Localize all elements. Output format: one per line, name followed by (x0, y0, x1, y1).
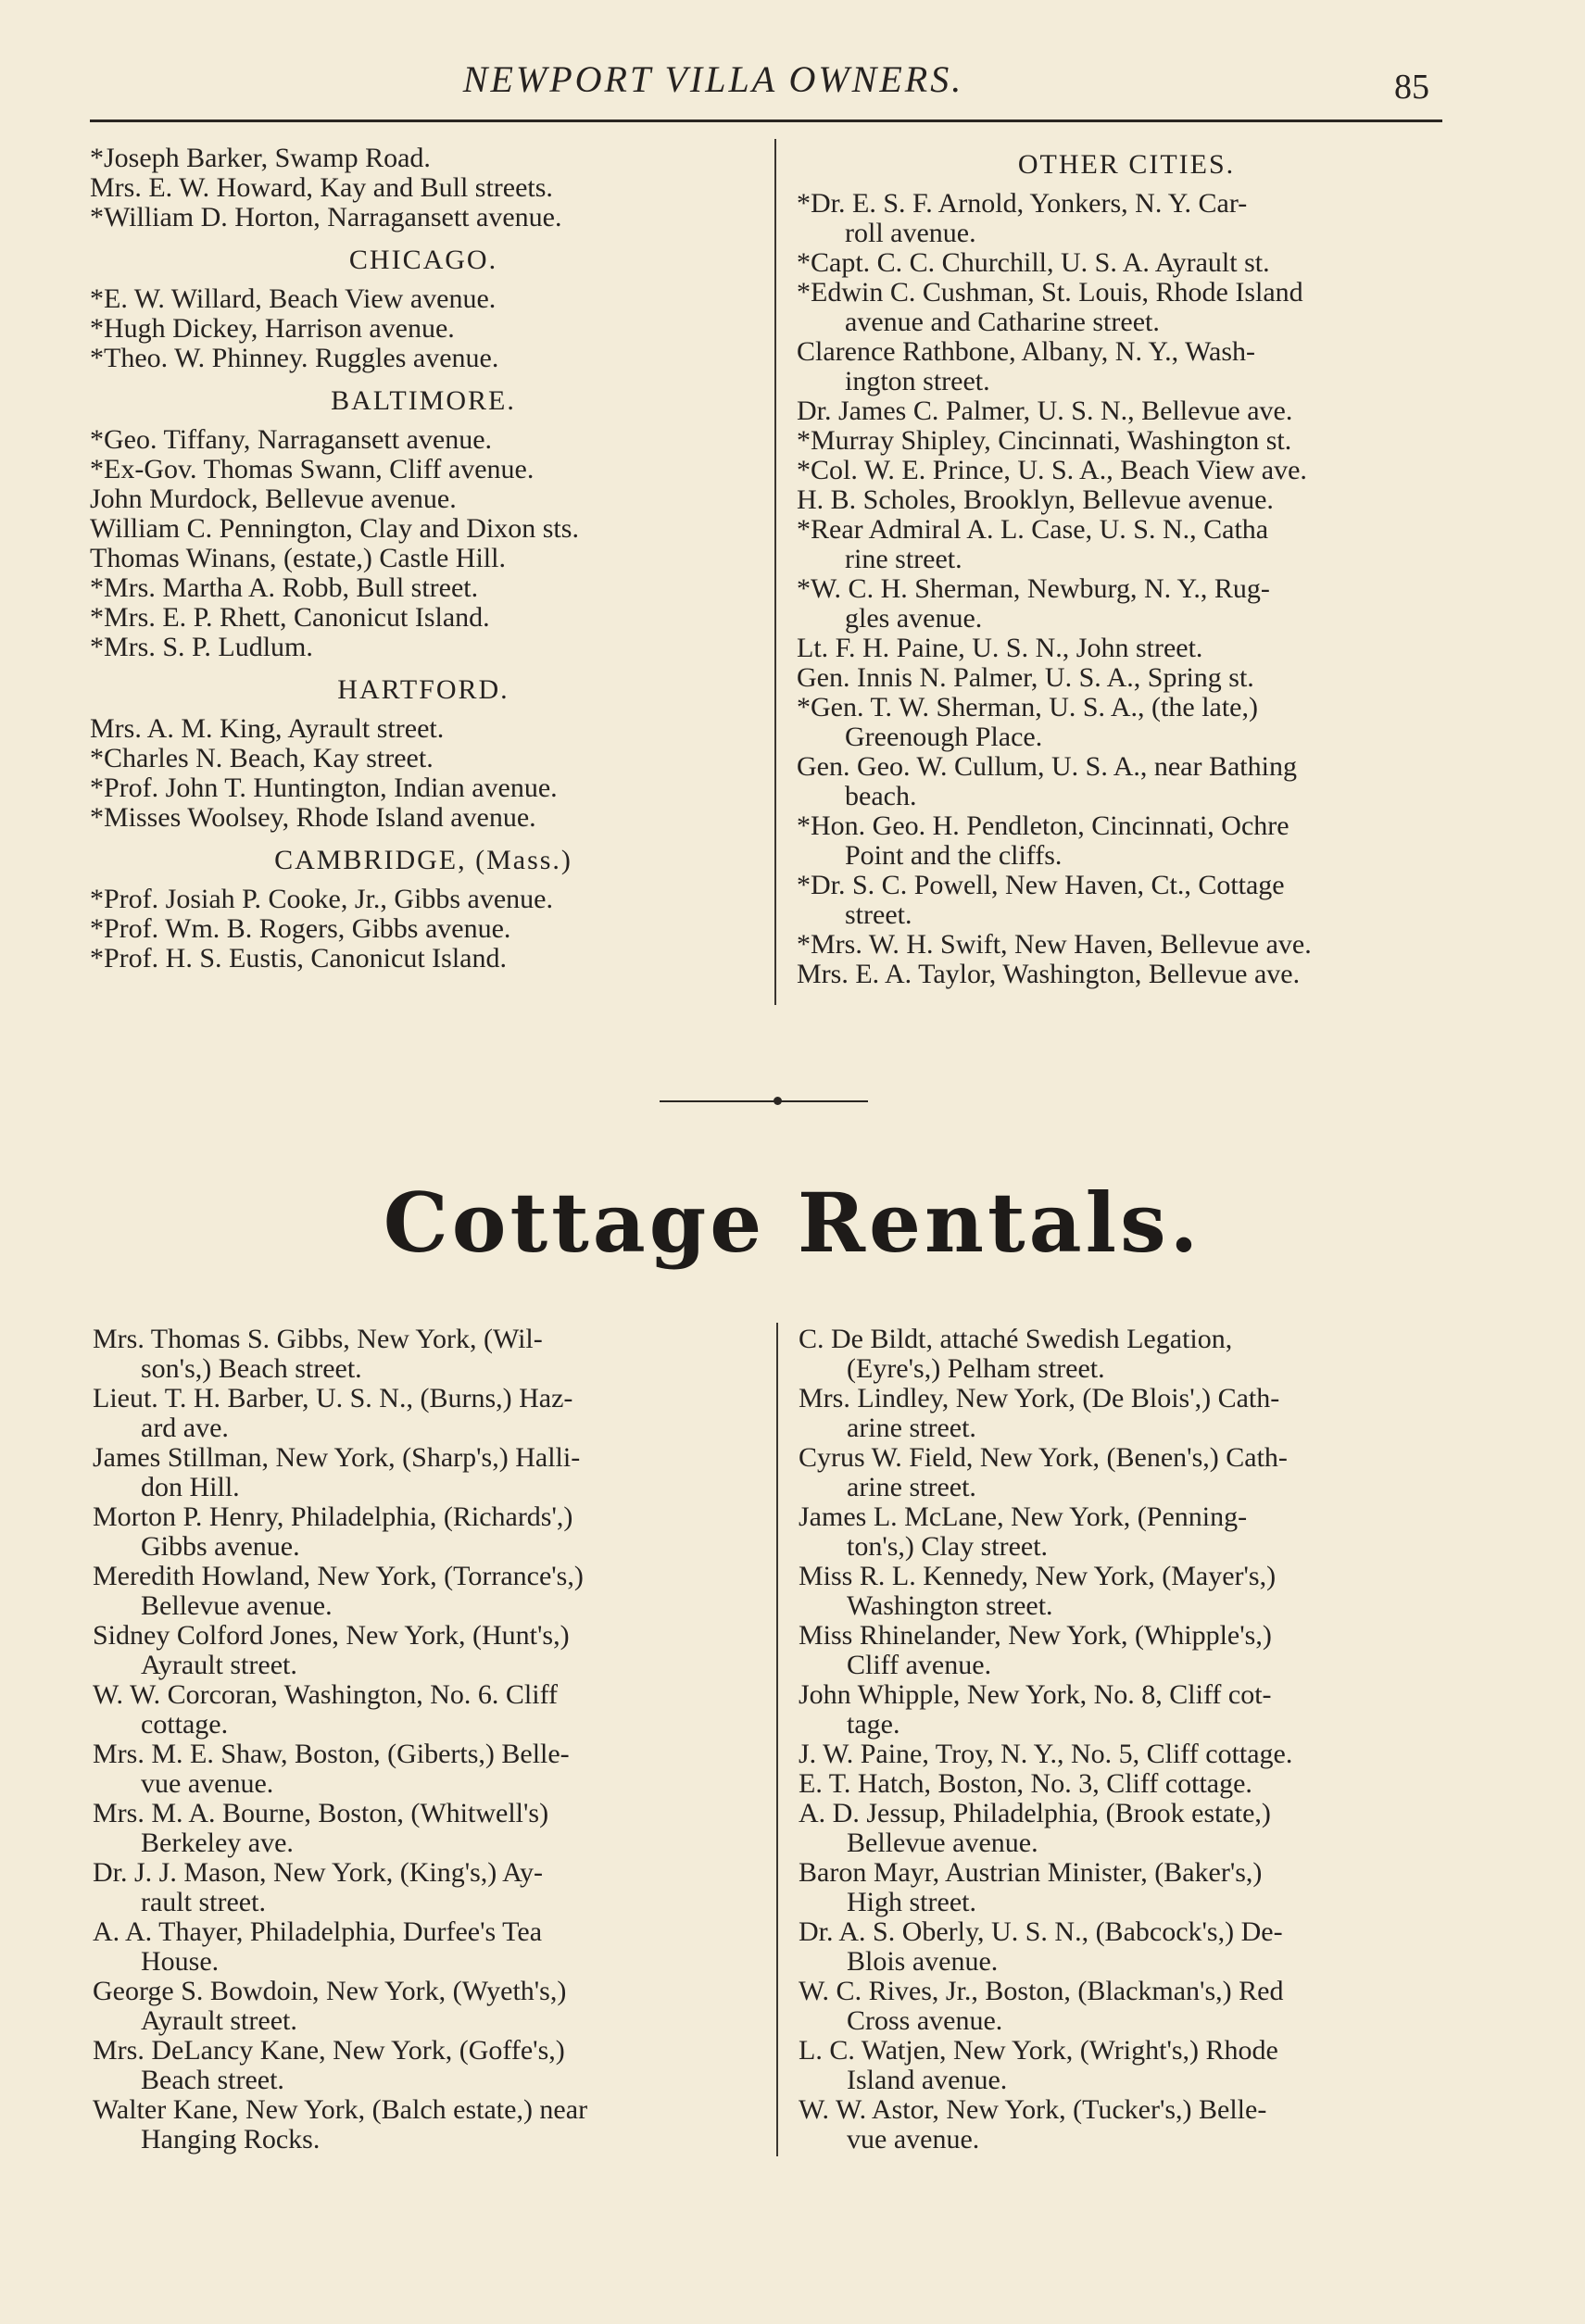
entry-continuation-line: Berkeley ave. (141, 1828, 294, 1858)
directory-entry: Thomas Winans, (estate,) Castle Hill. (90, 543, 506, 573)
entry-continuation-line: rault street. (141, 1887, 266, 1917)
directory-entry (799, 1799, 1458, 1858)
entry-line: Dr. James C. Palmer, U. S. N., Bellevue ave. (797, 396, 1293, 426)
entry-line: Mrs. E. A. Taylor, Washington, Bellevue ave. (797, 959, 1301, 989)
directory-entry: *Prof. H. S. Eustis, Canonicut Island. (90, 943, 507, 974)
directory-entry (799, 1769, 1458, 1799)
entry-continuation-line: Cross avenue. (847, 2005, 1003, 2036)
entry-line: Walter Kane, New York, (Balch estate,) near (93, 2094, 588, 2125)
entry-line: L. C. Watjen, New York, (Wright's,) Rhode (799, 2035, 1278, 2066)
entry-continuation-line: Point and the cliffs. (845, 840, 1063, 871)
entry-line: Baron Mayr, Austrian Minister, (Baker's,) (799, 1857, 1263, 1888)
entry-continuation-line: Beach street. (141, 2065, 284, 2095)
entry-line: Mrs. DeLancy Kane, New York, (Goffe's,) (93, 2035, 565, 2066)
directory-entry (797, 960, 1456, 989)
entry-continuation-line: Ayrault street. (141, 2005, 297, 2036)
directory-entry: *Mrs. E. P. Rhett, Canonicut Island. (90, 602, 490, 633)
entry-line: George S. Bowdoin, New York, (Wyeth's,) (93, 1976, 567, 2006)
bottom-column-divider (776, 1323, 778, 2156)
entry-continuation-line: gles avenue. (845, 603, 983, 634)
entry-continuation-line: Blois avenue. (847, 1946, 999, 1977)
entry-continuation-line: rine street. (845, 544, 962, 574)
entry-continuation-line: son's,) Beach street. (141, 1353, 362, 1384)
city-heading: OTHER CITIES. (1017, 149, 1236, 180)
directory-entry (797, 871, 1456, 930)
entry-line: Mrs. Lindley, New York, (De Blois',) Cath- (799, 1383, 1280, 1413)
directory-entry (799, 1977, 1458, 2036)
directory-entry (797, 930, 1456, 960)
directory-entry (93, 1443, 760, 1502)
directory-entry (93, 1977, 760, 2036)
entry-continuation-line: House. (141, 1946, 220, 1977)
entry-continuation-line: Cliff avenue. (847, 1650, 992, 1680)
directory-entry (93, 2095, 760, 2154)
directory-entry: *Ex-Gov. Thomas Swann, Cliff avenue. (90, 454, 535, 484)
entry-line: H. B. Scholes, Brooklyn, Bellevue avenue. (797, 484, 1274, 515)
directory-entry (799, 1740, 1458, 1769)
header-rule (90, 119, 1442, 122)
directory-entry (93, 1858, 760, 1917)
running-title: NEWPORT VILLA OWNERS. (462, 58, 964, 100)
directory-entry (799, 2095, 1458, 2154)
directory-entry: *Mrs. S. P. Ludlum. (90, 632, 313, 662)
directory-entry (797, 278, 1456, 337)
directory-entry (799, 1562, 1458, 1621)
entry-line: John Whipple, New York, No. 8, Cliff cot- (799, 1679, 1272, 1710)
directory-entry (797, 189, 1456, 248)
directory-entry (797, 574, 1456, 634)
entry-line: *Dr. S. C. Powell, New Haven, Ct., Cottage (797, 870, 1285, 900)
entry-line: Miss R. L. Kennedy, New York, (Mayer's,) (799, 1561, 1277, 1591)
entry-continuation-line: avenue and Catharine street. (845, 307, 1160, 337)
entry-line: Gen. Innis N. Palmer, U. S. A., Spring st. (797, 662, 1254, 693)
entry-line: J. W. Paine, Troy, N. Y., No. 5, Cliff cottage. (799, 1739, 1293, 1769)
directory-entry: *Geo. Tiffany, Narragansett avenue. (90, 424, 493, 455)
entry-line: Cyrus W. Field, New York, (Benen's,) Cath- (799, 1442, 1288, 1473)
section-title: Cottage Rentals. (383, 1175, 1202, 1271)
directory-entry (93, 2036, 760, 2095)
entry-continuation-line: Bellevue avenue. (141, 1590, 333, 1621)
entry-continuation-line: ard ave. (141, 1413, 229, 1443)
directory-entry (799, 1858, 1458, 1917)
directory-entry (93, 1562, 760, 1621)
entry-line: Mrs. M. A. Bourne, Boston, (Whitwell's) (93, 1798, 549, 1828)
entry-line: *W. C. H. Sherman, Newburg, N. Y., Rug- (797, 573, 1270, 604)
entry-line: W. W. Astor, New York, (Tucker's,) Belle- (799, 2094, 1267, 2125)
directory-entry: *Prof. John T. Huntington, Indian avenue. (90, 773, 558, 803)
city-heading: HARTFORD. (337, 674, 509, 705)
entry-continuation-line: don Hill. (141, 1472, 240, 1502)
entry-line: *Col. W. E. Prince, U. S. A., Beach View ave. (797, 455, 1307, 485)
directory-entry (799, 1384, 1458, 1443)
directory-entry (93, 1621, 760, 1680)
entry-continuation-line: (Eyre's,) Pelham street. (847, 1353, 1105, 1384)
entry-continuation-line: vue avenue. (141, 1768, 274, 1799)
directory-entry (797, 396, 1456, 426)
entry-line: Gen. Geo. W. Cullum, U. S. A., near Bathing (797, 751, 1297, 782)
directory-entry: *E. W. Willard, Beach View avenue. (90, 283, 497, 314)
directory-entry (93, 1740, 760, 1799)
top-right-column (797, 150, 1456, 989)
directory-entry (93, 1325, 760, 1384)
entry-continuation-line: cottage. (141, 1709, 229, 1740)
ornamental-dot (774, 1097, 782, 1105)
entry-continuation-line: Gibbs avenue. (141, 1531, 300, 1562)
directory-entry: *Misses Woolsey, Rhode Island avenue. (90, 802, 536, 833)
entry-continuation-line: Washington street. (847, 1590, 1053, 1621)
entry-continuation-line: ton's,) Clay street. (847, 1531, 1049, 1562)
directory-entry (799, 1621, 1458, 1680)
directory-entry (797, 634, 1456, 663)
directory-entry (799, 2036, 1458, 2095)
entry-continuation-line: roll avenue. (845, 218, 976, 248)
entry-line: Morton P. Henry, Philadelphia, (Richards',) (93, 1501, 573, 1532)
directory-entry (799, 1680, 1458, 1740)
directory-entry (799, 1443, 1458, 1502)
entry-line: Lieut. T. H. Barber, U. S. N., (Burns,) Haz- (93, 1383, 573, 1413)
entry-continuation-line: Ayrault street. (141, 1650, 297, 1680)
directory-entry (797, 426, 1456, 456)
entry-continuation-line: Island avenue. (847, 2065, 1008, 2095)
entry-continuation-line: vue avenue. (847, 2124, 980, 2154)
entry-line: *Hon. Geo. H. Pendleton, Cincinnati, Ochre (797, 810, 1289, 841)
directory-entry: Mrs. E. W. Howard, Kay and Bull streets. (90, 172, 553, 203)
entry-line: C. De Bildt, attaché Swedish Legation, (799, 1324, 1233, 1354)
city-heading: BALTIMORE. (331, 385, 516, 416)
entry-continuation-line: beach. (845, 781, 917, 811)
entry-continuation-line: Greenough Place. (845, 722, 1043, 752)
directory-entry (797, 515, 1456, 574)
directory-entry (797, 456, 1456, 485)
directory-entry (797, 248, 1456, 278)
ornamental-rule (660, 1100, 868, 1102)
entry-line: James Stillman, New York, (Sharp's,) Halli- (93, 1442, 581, 1473)
directory-entry: *Prof. Josiah P. Cooke, Jr., Gibbs avenue. (90, 884, 553, 914)
directory-entry: *Mrs. Martha A. Robb, Bull street. (90, 572, 479, 603)
entry-continuation-line: Hanging Rocks. (141, 2124, 321, 2154)
directory-entry (93, 1799, 760, 1858)
entry-continuation-line: High street. (847, 1887, 976, 1917)
entry-line: Clarence Rathbone, Albany, N. Y., Wash- (797, 336, 1255, 367)
page-number: 85 (1394, 68, 1429, 107)
entry-line: Mrs. M. E. Shaw, Boston, (Giberts,) Belle- (93, 1739, 570, 1769)
city-heading: CAMBRIDGE, (Mass.) (274, 845, 572, 875)
entry-line: Mrs. Thomas S. Gibbs, New York, (Wil- (93, 1324, 543, 1354)
entry-line: Meredith Howland, New York, (Torrance's,) (93, 1561, 584, 1591)
directory-entry (799, 1917, 1458, 1977)
directory-entry: *Prof. Wm. B. Rogers, Gibbs avenue. (90, 913, 511, 944)
directory-entry (797, 337, 1456, 396)
entry-line: W. W. Corcoran, Washington, No. 6. Cliff (93, 1679, 559, 1710)
entry-line: *Edwin C. Cushman, St. Louis, Rhode Island (797, 277, 1303, 308)
directory-entry: Mrs. A. M. King, Ayrault street. (90, 713, 445, 744)
entry-line: E. T. Hatch, Boston, No. 3, Cliff cottage. (799, 1768, 1252, 1799)
directory-entry (93, 1680, 760, 1740)
entry-line: A. D. Jessup, Philadelphia, (Brook estate,) (799, 1798, 1271, 1828)
entry-line: A. A. Thayer, Philadelphia, Durfee's Tea (93, 1916, 543, 1947)
bottom-left-column (93, 1325, 760, 2154)
entry-line: *Capt. C. C. Churchill, U. S. A. Ayrault st. (797, 247, 1270, 278)
directory-entry: John Murdock, Bellevue avenue. (90, 484, 457, 514)
top-left-column (90, 144, 757, 974)
directory-entry (797, 663, 1456, 693)
entry-line: Dr. J. J. Mason, New York, (King's,) Ay- (93, 1857, 544, 1888)
entry-continuation-line: ington street. (845, 366, 990, 396)
entry-continuation-line: Bellevue avenue. (847, 1828, 1038, 1858)
directory-entry (797, 752, 1456, 811)
entry-line: Sidney Colford Jones, New York, (Hunt's,) (93, 1620, 570, 1651)
directory-entry (797, 693, 1456, 752)
directory-entry (797, 811, 1456, 871)
entry-line: *Murray Shipley, Cincinnati, Washington st. (797, 425, 1292, 456)
directory-entry (797, 485, 1456, 515)
directory-entry: *Joseph Barker, Swamp Road. (90, 143, 431, 173)
entry-line: James L. McLane, New York, (Penning- (799, 1501, 1248, 1532)
directory-entry (93, 1384, 760, 1443)
entry-line: *Gen. T. W. Sherman, U. S. A., (the late,) (797, 692, 1258, 722)
directory-entry: William C. Pennington, Clay and Dixon sts. (90, 513, 579, 544)
entry-continuation-line: arine street. (847, 1413, 976, 1443)
directory-entry (799, 1325, 1458, 1384)
entry-line: Miss Rhinelander, New York, (Whipple's,) (799, 1620, 1272, 1651)
city-heading: CHICAGO. (348, 245, 498, 275)
entry-continuation-line: tage. (847, 1709, 900, 1740)
directory-entry: *William D. Horton, Narragansett avenue. (90, 202, 562, 232)
entry-line: Lt. F. H. Paine, U. S. N., John street. (797, 633, 1203, 663)
directory-entry (799, 1502, 1458, 1562)
entry-line: *Mrs. W. H. Swift, New Haven, Bellevue ave. (797, 929, 1312, 960)
directory-entry (93, 1502, 760, 1562)
directory-entry: *Charles N. Beach, Kay street. (90, 743, 434, 773)
directory-entry (93, 1917, 760, 1977)
entry-continuation-line: arine street. (847, 1472, 976, 1502)
entry-line: *Dr. E. S. F. Arnold, Yonkers, N. Y. Car- (797, 188, 1248, 219)
entry-line: Dr. A. S. Oberly, U. S. N., (Babcock's,) De- (799, 1916, 1283, 1947)
entry-line: W. C. Rives, Jr., Boston, (Blackman's,) Red (799, 1976, 1284, 2006)
directory-entry: *Theo. W. Phinney. Ruggles avenue. (90, 343, 499, 373)
entry-continuation-line: street. (845, 899, 912, 930)
entry-line: *Rear Admiral A. L. Case, U. S. N., Catha (797, 514, 1269, 545)
bottom-right-column (799, 1325, 1458, 2154)
directory-entry: *Hugh Dickey, Harrison avenue. (90, 313, 455, 344)
top-column-divider (774, 139, 776, 1005)
